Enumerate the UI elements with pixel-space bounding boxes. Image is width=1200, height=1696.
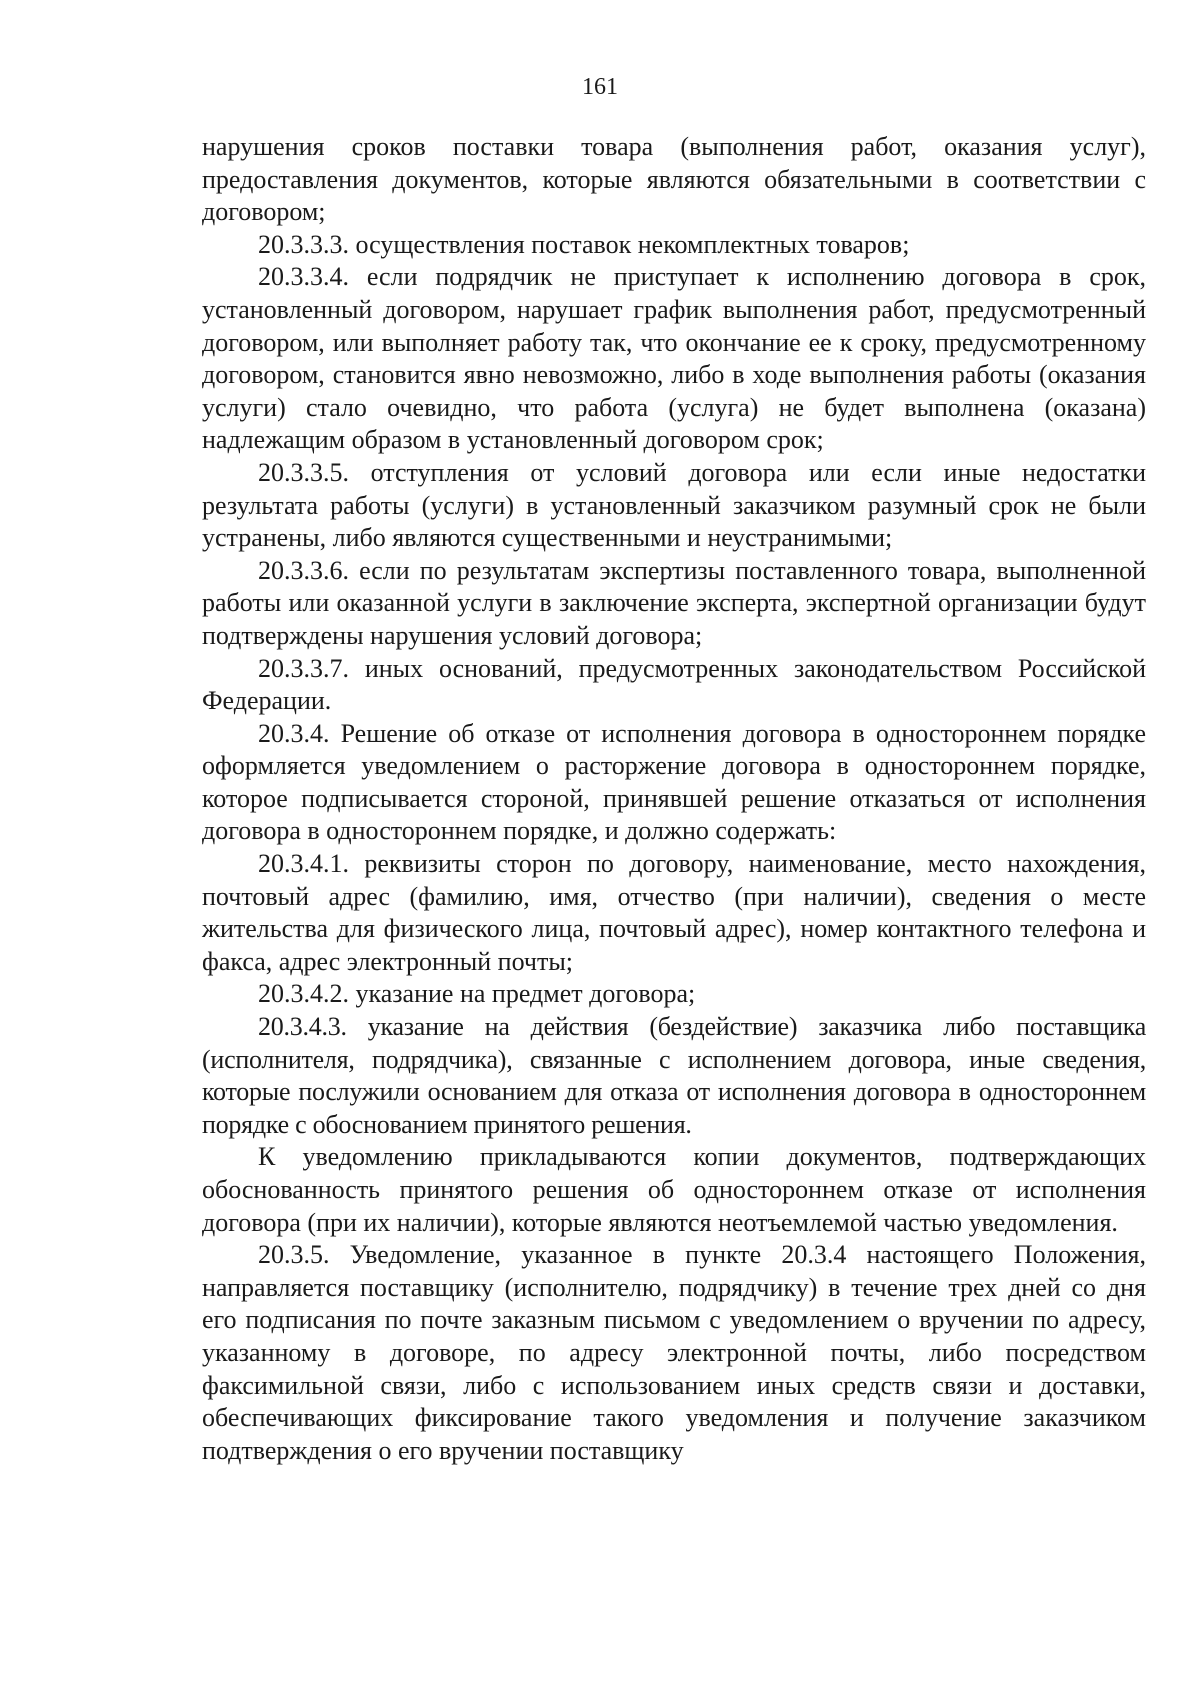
document-body bbox=[202, 131, 1146, 1467]
paragraph-attachments: К уведомлению прикладываются копии документов, подтверждающих обоснованность принятого решения об одностороннем отказе от исполнения договора (при их наличии), которые являются неотъемлемой частью уведомления. bbox=[202, 1142, 1146, 1237]
clause-20-3-4-2: 20.3.4.2. указание на предмет договора; bbox=[258, 979, 696, 1009]
paragraph-continuation: нарушения сроков поставки товара (выполнения работ, оказания услуг), предоставления документов, которые являются обязательными в соответствии с договором; bbox=[202, 132, 1146, 227]
clause-20-3-4-1: 20.3.4.1. реквизиты сторон по договору, наименование, место нахождения, почтовый адрес (фамилию, имя, отчество (при наличии), сведения о месте жительства для физического лица, почтовый адрес), номер контактного телефона и факса, адрес электронный почты; bbox=[202, 849, 1146, 976]
page-number: 161 bbox=[582, 74, 618, 100]
clause-20-3-4-3: 20.3.4.3. указание на действия (бездействие) заказчика либо поставщика (исполнителя, подрядчика), связанные с исполнением договора, иные сведения, которые послужили основанием для отказа от исполнения договора в одностороннем порядке с обоснованием принятого решения. bbox=[202, 1012, 1146, 1139]
clause-20-3-5: 20.3.5. Уведомление, указанное в пункте 20.3.4 настоящего Положения, направляется поставщику (исполнителю, подрядчику) в течение трех дней со дня его подписания по почте заказным письмом с уведомлением о вручении по адресу, указанному в договоре, по адресу электронной почты, либо посредством факсимильной связи, либо с использованием иных средств связи и доставки, обеспечивающих фиксирование такого уведомления и получение заказчиком подтверждения о его вручении поставщику bbox=[202, 1240, 1146, 1465]
clause-20-3-3-7: 20.3.3.7. иных оснований, предусмотренных законодательством Российской Федерации. bbox=[202, 653, 1146, 716]
clause-20-3-4: 20.3.4. Решение об отказе от исполнения договора в одностороннем порядке оформляется уведомлением о расторжение договора в одностороннем порядке, которое подписывается стороной, принявшей решение отказаться от исполнения договора в одностороннем порядке, и должно содержать: bbox=[202, 718, 1146, 846]
clause-20-3-3-5: 20.3.3.5. отступления от условий договора или если иные недостатки результата работы (услуги) в установленный заказчиком разумный срок не были устранены, либо являются существенными и неустранимыми; bbox=[202, 457, 1146, 553]
clause-20-3-3-4: 20.3.3.4. если подрядчик не приступает к исполнению договора в срок, установленный договором, нарушает график выполнения работ, предусмотренный договором, или выполняет работу так, что окончание ее к сроку, предусмотренному договором, становится явно невозможно, либо в ходе выполнения работы (оказания услуги) стало очевидно, что работа (услуга) не будет выполнена (оказана) надлежащим образом в установленный договором срок; bbox=[202, 262, 1146, 455]
clause-20-3-3-6: 20.3.3.6. если по результатам экспертизы поставленного товара, выполненной работы или оказанной услуги в заключение эксперта, экспертной организации будут подтверждены нарушения условий договора; bbox=[202, 555, 1146, 650]
clause-20-3-3-3: 20.3.3.3. осуществления поставок некомплектных товаров; bbox=[258, 229, 910, 259]
